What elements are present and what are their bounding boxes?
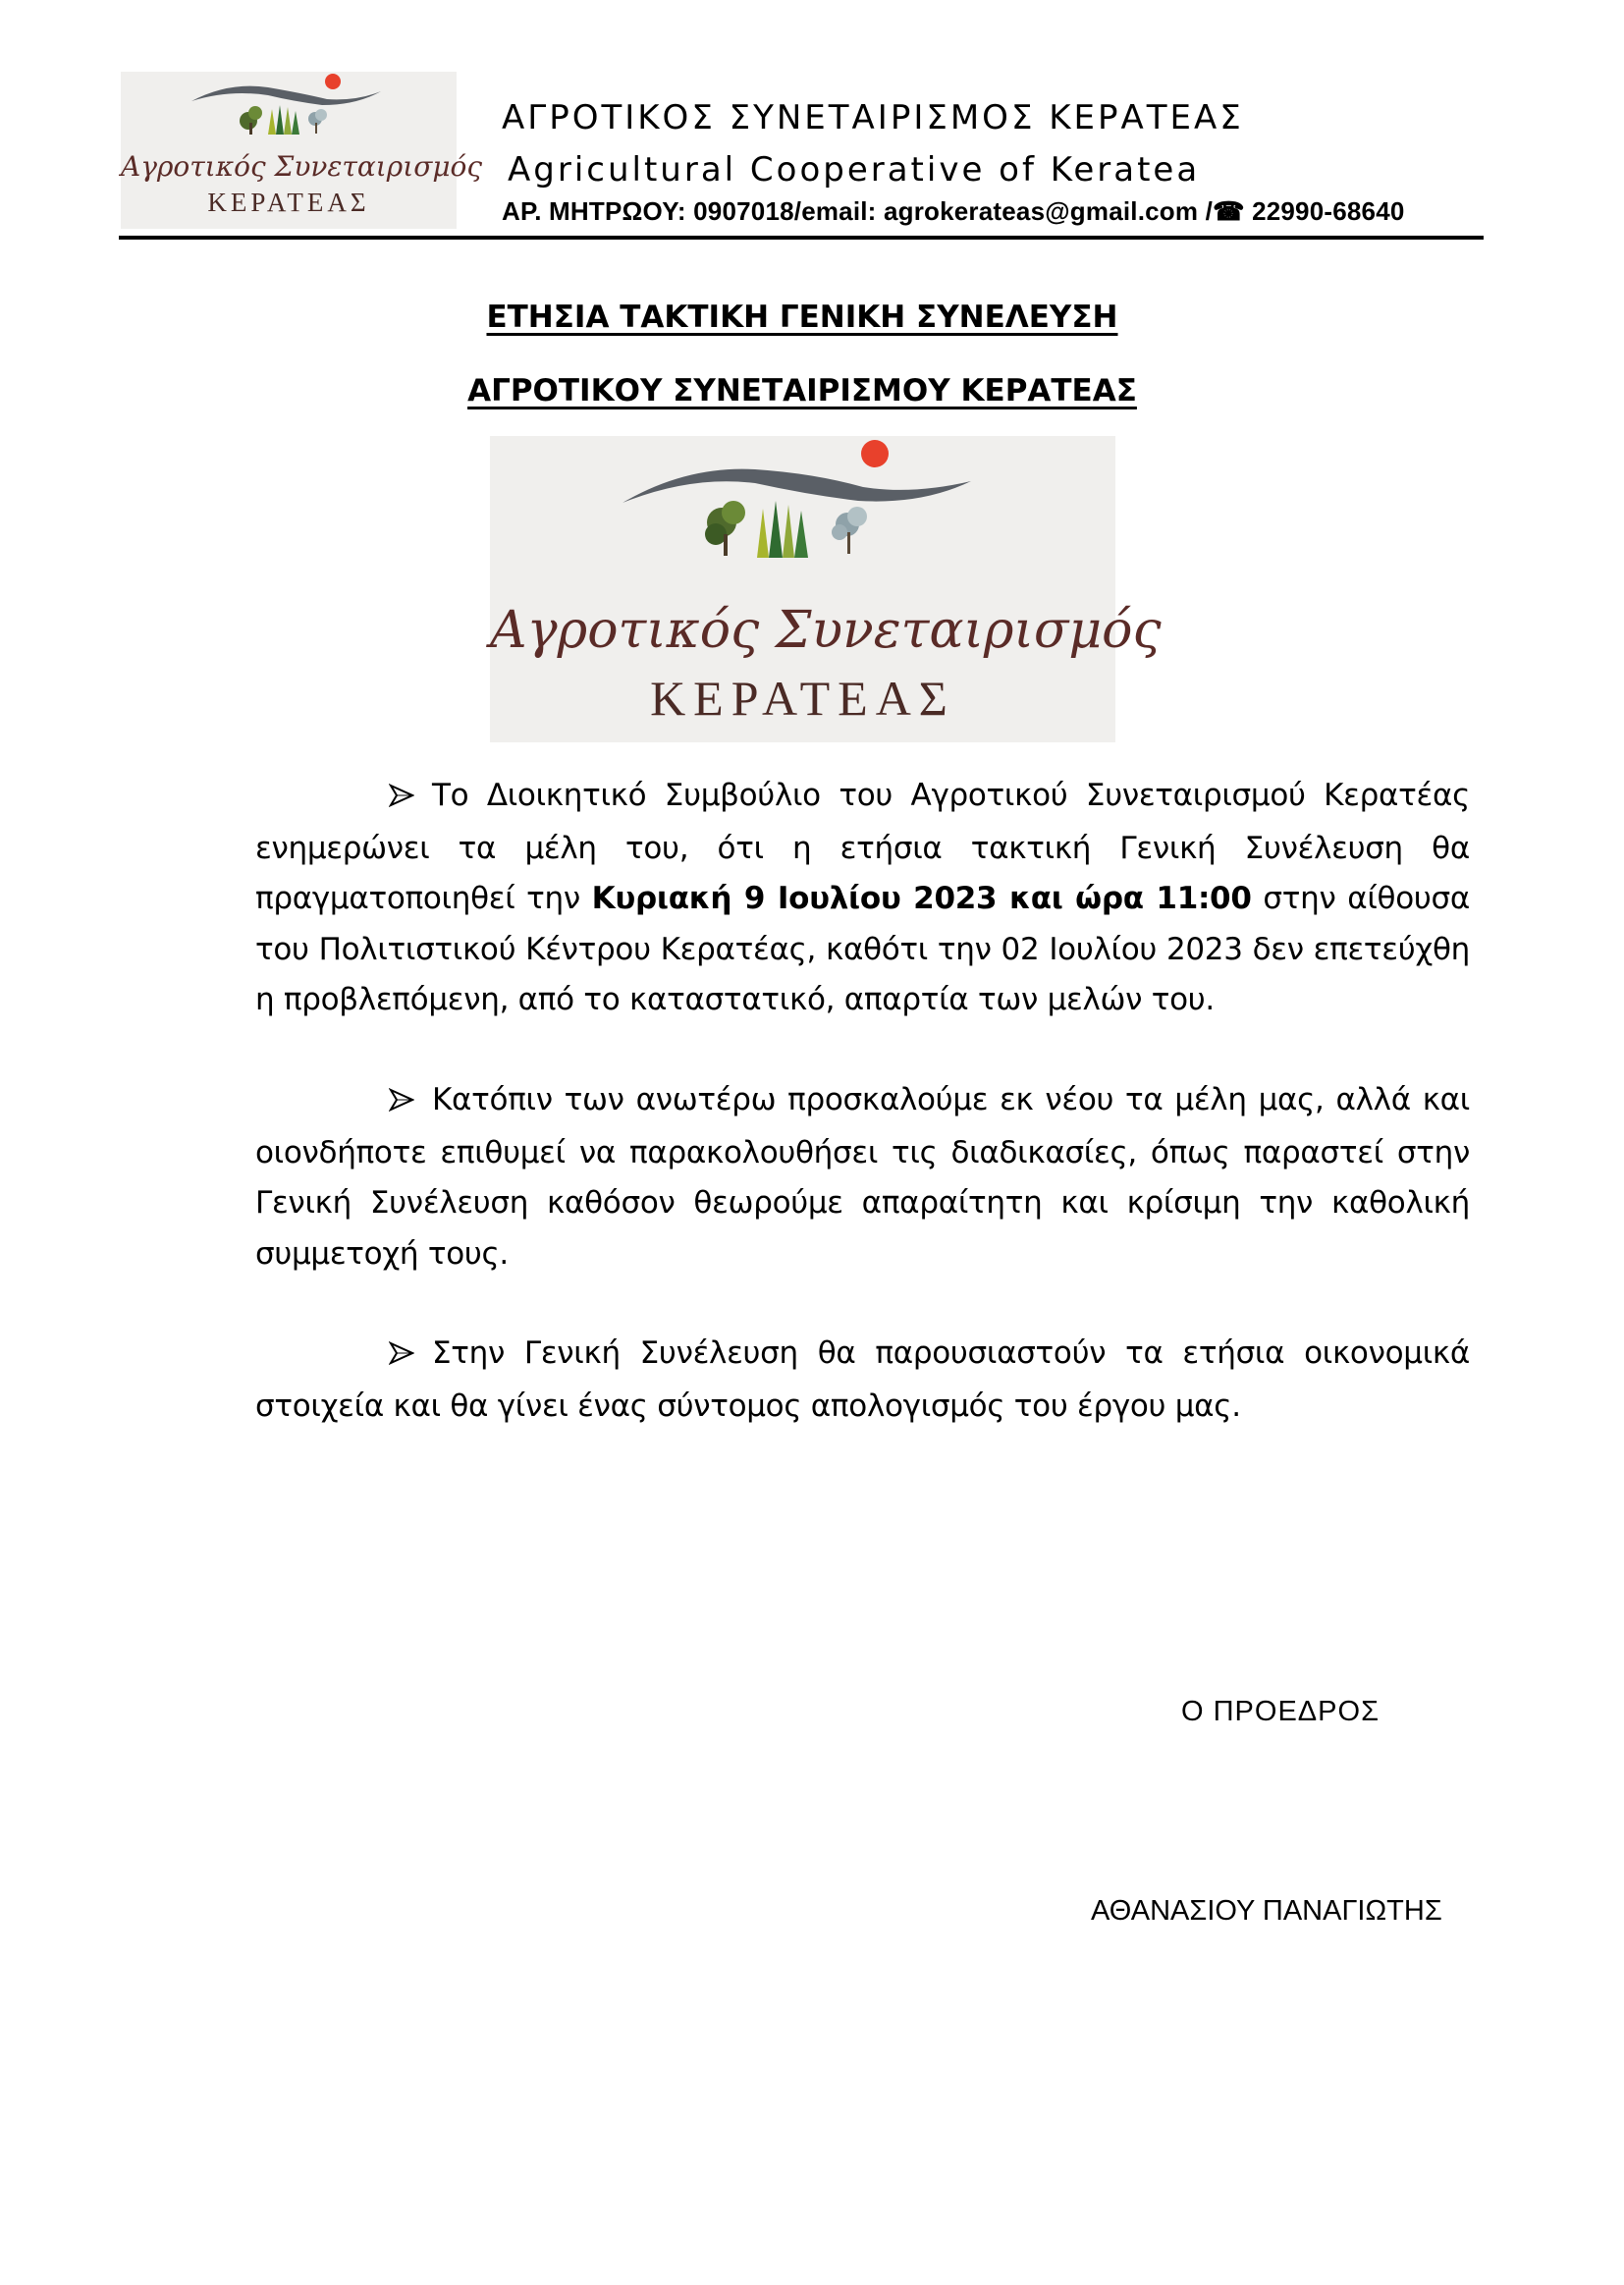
arrow-bullet-icon bbox=[389, 1331, 414, 1382]
email-address: agrokerateas@gmail.com bbox=[883, 196, 1199, 226]
registry-label: ΑΡ. ΜΗΤΡΩΟΥ: bbox=[502, 196, 694, 226]
document-title-line1: ΕΤΗΣΙΑ ΤΑΚΤΙΚΗ ΓΕΝΙΚΗ ΣΥΝΕΛΕΥΣΗ bbox=[486, 299, 1118, 335]
org-name-greek: ΑΓΡΟΤΙΚΟΣ ΣΥΝΕΤΑΙΡΙΣΜΟΣ ΚΕΡΑΤΕΑΣ bbox=[502, 98, 1244, 137]
arrow-bullet-icon bbox=[389, 773, 414, 824]
document-title-line2: ΑΓΡΟΤΙΚΟΥ ΣΥΝΕΤΑΙΡΙΣΜΟΥ ΚΕΡΑΤΕΑΣ bbox=[467, 373, 1137, 408]
org-contact-line bbox=[502, 196, 1405, 227]
signature-name: ΑΘΑΝΑΣΙΟΥ ΠΑΝΑΓΙΩΤΗΣ bbox=[1091, 1895, 1442, 1927]
phone-number: 22990-68640 bbox=[1244, 196, 1405, 226]
logo-script-text: Αγροτικός Συνεταιρισμός bbox=[490, 601, 1162, 660]
paragraph-agenda-text: Στην Γενική Συνέλευση θα παρουσιαστούν τα ετήσια οικονομικά στοιχεία και θα γίνει ένας σύντομος απολογισμός του έργου μας. bbox=[255, 1335, 1470, 1424]
header-logo bbox=[121, 72, 483, 229]
logo-caps-text: ΚΕΡΑΤΕΑΣ bbox=[207, 188, 370, 217]
paragraph-invitation-text: Κατόπιν των ανωτέρω προσκαλούμε εκ νέου τα μέλη μας, αλλά και οιονδήποτε επιθυμεί να παρακολουθήσει τις διαδικασίες, όπως παραστεί στην Γενική Συνέλευση καθόσον θεωρούμε απαραίτητη και κρίσιμη την καθολική συμμετοχή τους. bbox=[255, 1082, 1470, 1272]
signature-title: Ο ΠΡΟΕΔΡΟΣ bbox=[1181, 1696, 1380, 1727]
logo-caps-text: ΚΕΡΑΤΕΑΣ bbox=[650, 671, 955, 726]
logo-script-text: Αγροτικός Συνεταιρισμός bbox=[121, 150, 483, 183]
paragraph-announcement-text-1: Το Διοικητικό Συμβούλιο του Αγροτικού Συνεταιρισμού Κερατέας ενημερώνει τα μέλη του, ότι η ετήσια τακτική Γενική Συνέλευση θα πραγματοποιηθεί την bbox=[255, 778, 1470, 916]
email-label: /email: bbox=[793, 196, 884, 226]
org-name-english: Agricultural Cooperative of Keratea bbox=[508, 150, 1201, 190]
paragraph-invitation bbox=[255, 1075, 1470, 1279]
registry-number: 0907018 bbox=[693, 196, 794, 226]
meeting-date-time: Κυριακή 9 Ιουλίου 2023 και ώρα 11:00 bbox=[591, 881, 1252, 916]
phone-separator: / bbox=[1198, 196, 1214, 226]
paragraph-announcement bbox=[255, 771, 1470, 1026]
arrow-bullet-icon bbox=[389, 1077, 414, 1128]
main-logo bbox=[490, 436, 1162, 742]
paragraph-announcement-text-2: στην αίθουσα του Πολιτιστικού Κέντρου Κερατέας, καθότι την 02 Ιουλίου 2023 δεν επετεύχθη η προβλεπόμενη, από το καταστατικό, απαρτία των μελών του. bbox=[255, 881, 1471, 1017]
header-divider bbox=[119, 236, 1484, 240]
paragraph-agenda bbox=[255, 1329, 1470, 1432]
telephone-icon: ☎ bbox=[1213, 196, 1245, 226]
